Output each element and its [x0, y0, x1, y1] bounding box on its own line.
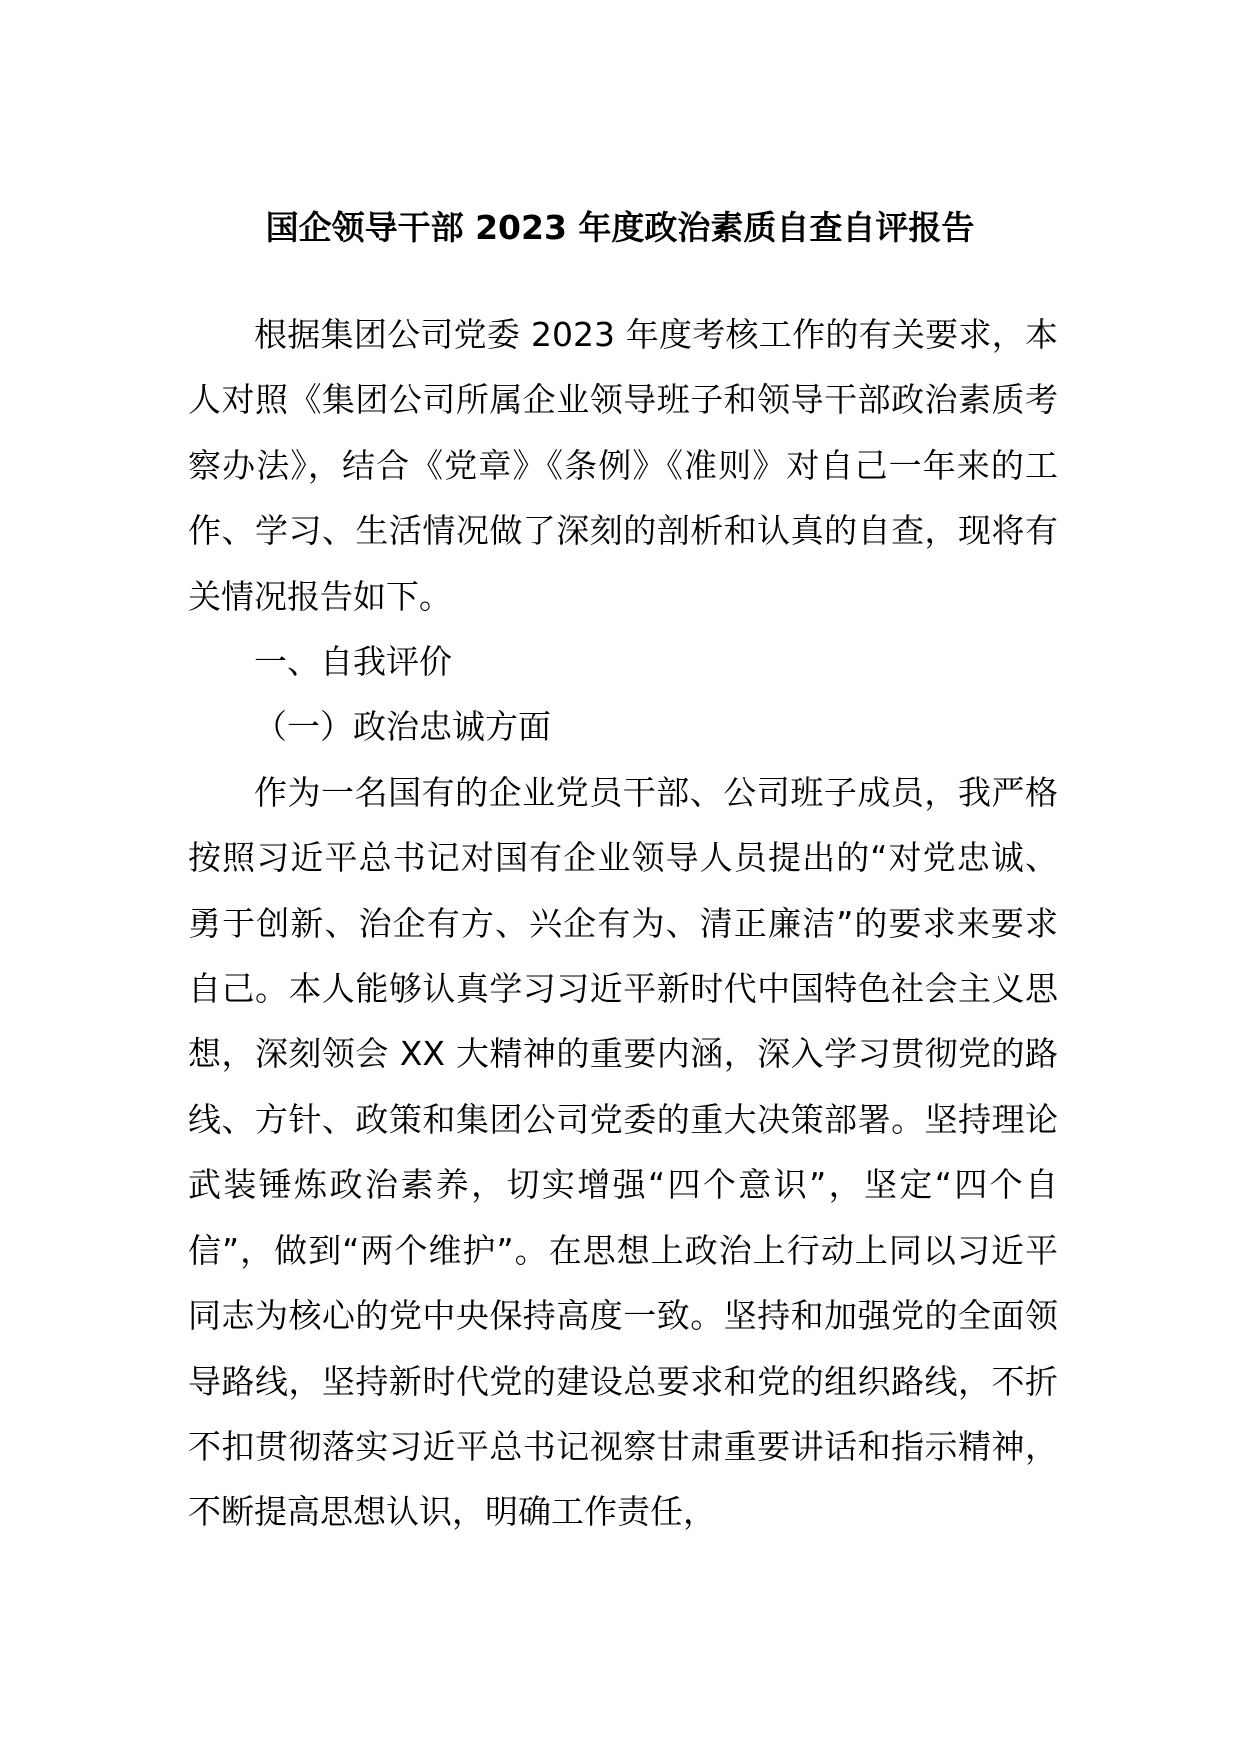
paragraph-intro: 根据集团公司党委 2023 年度考核工作的有关要求，本人对照《集团公司所属企业领导班子和领导干部政治素质考察办法》，结合《党章》《条例》《准则》对自己一年来的工作、学习、生活情况做了深刻的剖析和认真的自查，现将有关情况报告如下。 [188, 315, 1058, 616]
section-heading-self-evaluation: 一、自我评价 [254, 642, 452, 682]
document-title: 国企领导干部 2023 年度政治素质自查自评报告 [265, 208, 975, 247]
paragraph-political-loyalty: 作为一名国有的企业党员干部、公司班子成员，我严格按照习近平总书记对国有企业领导人员提出的“对党忠诚、勇于创新、治企有方、兴企有为、清正廉洁”的要求来要求自己。本人能够认真学习习近平新时代中国特色社会主义思想，深刻领会 XX 大精神的重要内涵，深入学习贯彻党的路线、方针、政策和集团公司党委的重大决策部署。坚持理论武装锤炼政治素养，切实增强“四个意识”，坚定“四个自信”，做到“两个维护”。在思想上政治上行动上同以习近平同志为核心的党中央保持高度一致。坚持和加强党的全面领导路线，坚持新时代党的建设总要求和党的组织路线，不折不扣贯彻落实习近平总书记视察甘肃重要讲话和指示精神，不断提高思想认识，明确工作责任， [188, 772, 1058, 1532]
document-body [188, 302, 1058, 1545]
subsection-heading-political-loyalty: （一）政治忠诚方面 [254, 707, 551, 747]
